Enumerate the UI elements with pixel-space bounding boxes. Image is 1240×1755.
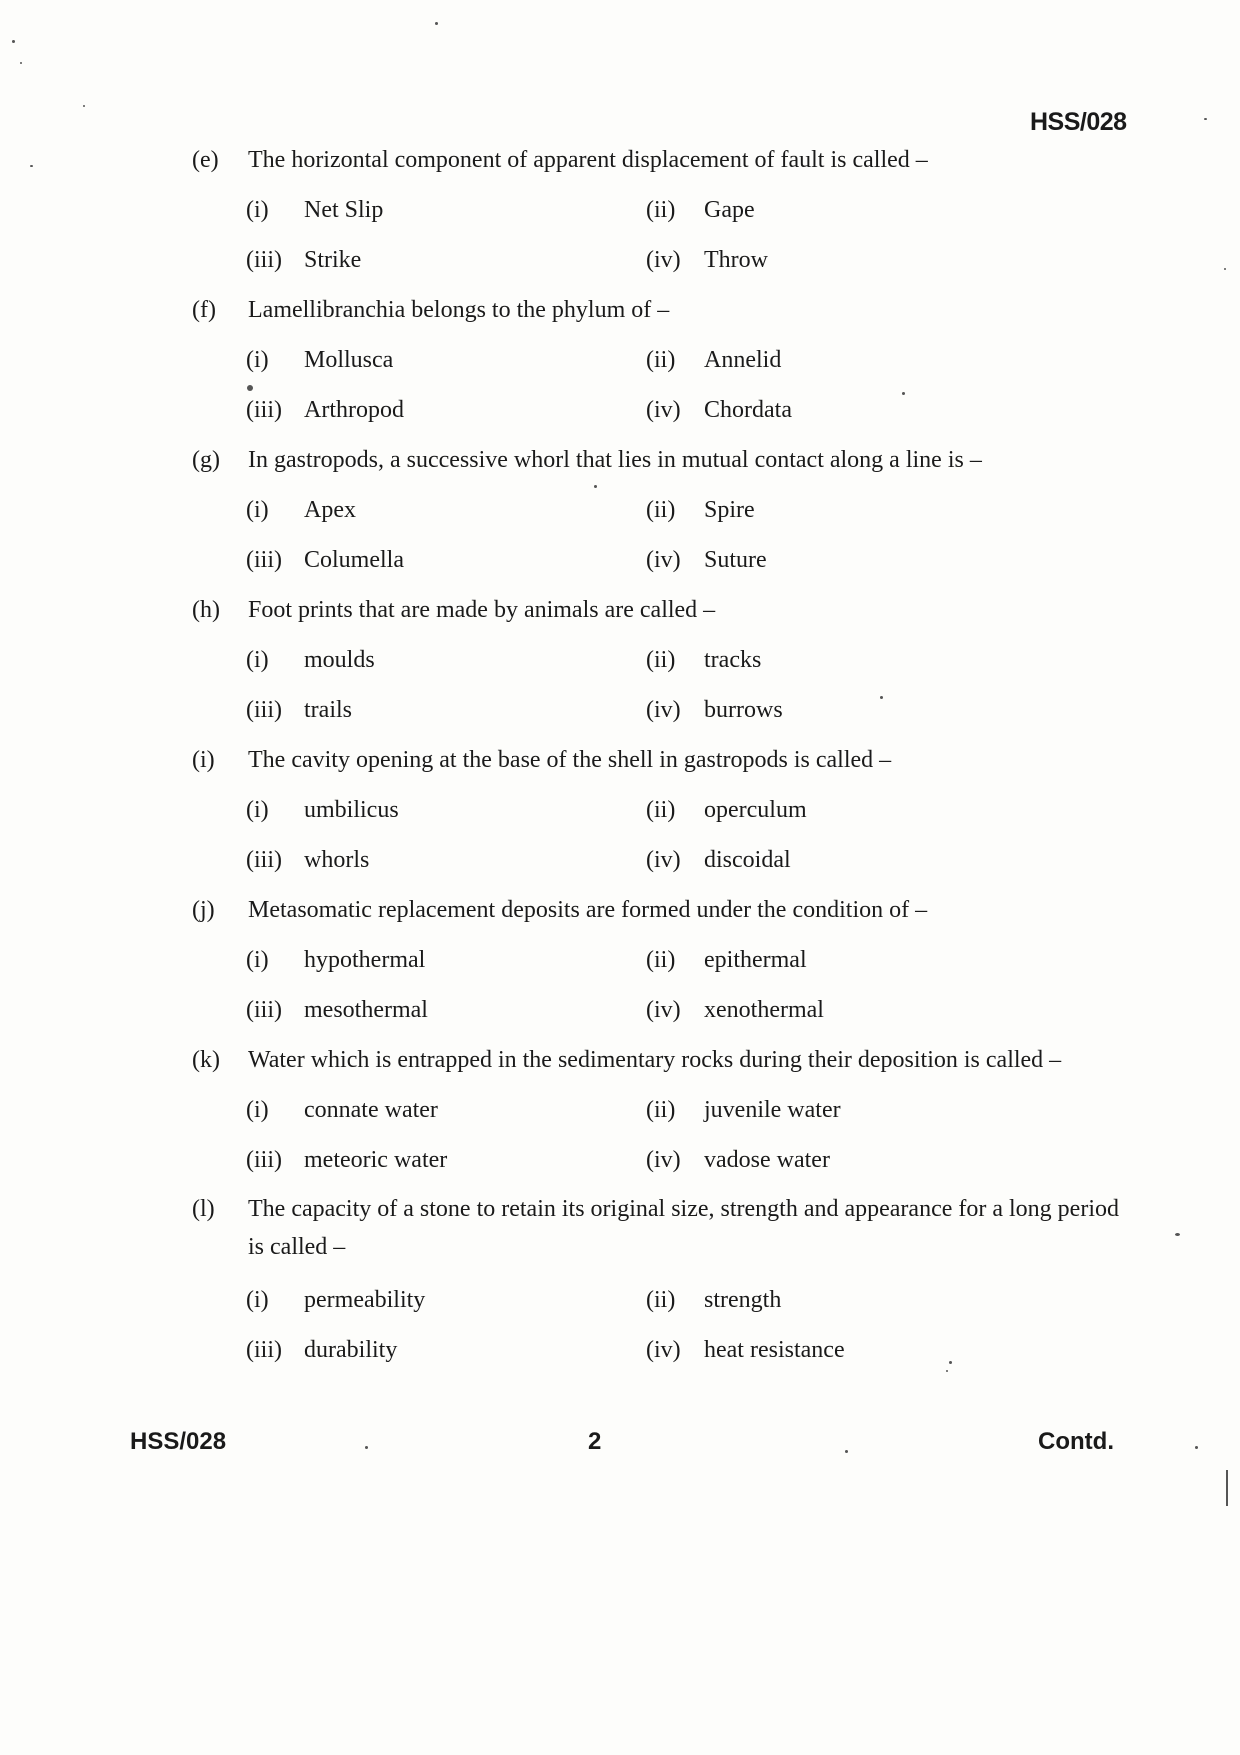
option-number: (iii) [246,847,282,873]
scan-speck [880,696,883,699]
option-text: permeability [304,1287,426,1313]
question-stem [188,140,1138,190]
option-grid [188,940,1138,1040]
question-j [188,890,1138,1040]
option [646,940,1046,990]
option-number: (ii) [646,947,676,973]
option-text: Spire [704,497,755,523]
option [646,990,1046,1040]
option [246,940,646,990]
option-text: mesothermal [304,997,428,1023]
option-text: Gape [704,197,755,223]
continued-label: Contd. [1038,1428,1114,1455]
option-number: (i) [246,197,269,223]
option-text: Strike [304,247,362,273]
option-number: (ii) [646,1287,676,1313]
option-text: Mollusca [304,347,394,373]
option-text: Chordata [704,397,792,423]
option [646,790,1046,840]
option-number: (iv) [646,397,681,423]
option-text: Apex [304,497,356,523]
scan-speck [20,62,22,64]
scan-speck [1204,118,1207,120]
question-number: (h) [192,597,220,623]
option-text: xenothermal [704,997,824,1023]
option-number: (i) [246,947,269,973]
question-text: Water which is entrapped in the sedimentary rocks during their deposition is called – [248,1047,1062,1073]
question-text: The horizontal component of apparent displacement of fault is called – [248,147,928,173]
option-number: (ii) [646,497,676,523]
scan-speck [83,105,85,107]
option-text: heat resistance [704,1337,845,1363]
option-text: epithermal [704,947,807,973]
option-text: Annelid [704,347,782,373]
option [646,840,1046,890]
option-text: strength [704,1287,782,1313]
option [646,1280,1046,1330]
question-text: Foot prints that are made by animals are called – [248,597,716,623]
option [246,1090,646,1140]
scan-speck [949,1361,952,1364]
question-g [188,440,1138,590]
option-text: operculum [704,797,807,823]
option [646,1090,1046,1140]
option-number: (i) [246,347,269,373]
question-stem [188,290,1138,340]
option [646,540,1046,590]
question-number: (l) [192,1196,215,1222]
scan-speck [1195,1446,1198,1449]
option-text: Arthropod [304,397,404,423]
option [646,340,1046,390]
option-text: umbilicus [304,797,399,823]
footer-paper-code: HSS/028 [130,1428,227,1455]
scan-speck [1224,268,1226,270]
scan-speck [594,485,597,488]
scan-speck [435,22,438,25]
option-text: discoidal [704,847,791,873]
option [646,190,1046,240]
option-number: (iii) [246,397,282,423]
option [646,490,1046,540]
option-grid [188,340,1138,440]
option-number: (ii) [646,197,676,223]
option-text: hypothermal [304,947,426,973]
question-i [188,740,1138,890]
question-h [188,590,1138,740]
option [246,390,646,440]
question-stem [188,590,1138,640]
option-grid [188,1090,1138,1190]
question-k [188,1040,1138,1190]
option-number: (i) [246,647,269,673]
scan-speck [845,1450,848,1453]
option-grid [188,1280,1138,1380]
option-number: (iv) [646,847,681,873]
option [646,240,1046,290]
page-footer [130,1428,1120,1464]
option [246,540,646,590]
scan-speck [247,385,253,391]
scan-speck [946,1370,948,1372]
option-number: (i) [246,1287,269,1313]
option [246,190,646,240]
question-stem [188,1190,1138,1280]
question-text: The capacity of a stone to retain its original size, strength and appearance for a long period is called – [248,1196,1119,1260]
option [646,1330,1046,1380]
option-text: Throw [704,247,768,273]
option-grid [188,640,1138,740]
option-number: (iii) [246,997,282,1023]
question-number: (g) [192,447,220,473]
option [646,390,1046,440]
option [246,690,646,740]
option-text: trails [304,697,352,723]
scan-speck [902,392,905,395]
question-f [188,290,1138,440]
option-text: Columella [304,547,404,573]
option [246,790,646,840]
option-text: juvenile water [704,1097,841,1123]
option [246,340,646,390]
option-number: (iii) [246,247,282,273]
question-number: (j) [192,897,215,923]
option-text: durability [304,1337,398,1363]
question-list [188,140,1138,1380]
option-text: meteoric water [304,1147,448,1173]
option-number: (iv) [646,697,681,723]
option-text: burrows [704,697,783,723]
option [646,1140,1046,1190]
option [246,240,646,290]
option-number: (ii) [646,1097,676,1123]
option-number: (ii) [646,797,676,823]
option-number: (i) [246,497,269,523]
option [246,1330,646,1380]
option-number: (iv) [646,1147,681,1173]
option [246,840,646,890]
question-text: Lamellibranchia belongs to the phylum of – [248,297,670,323]
question-number: (e) [192,147,219,173]
option-text: whorls [304,847,370,873]
question-text: Metasomatic replacement deposits are formed under the condition of – [248,897,928,923]
scan-speck [12,40,15,43]
option-text: Suture [704,547,767,573]
question-stem [188,890,1138,940]
option-number: (iv) [646,547,681,573]
option-number: (i) [246,797,269,823]
header-paper-code: HSS/028 [1030,108,1127,136]
option [646,690,1046,740]
question-number: (i) [192,747,215,773]
scan-speck [30,165,33,167]
option-number: (iv) [646,997,681,1023]
option-number: (iv) [646,1337,681,1363]
option [646,640,1046,690]
option-number: (iii) [246,697,282,723]
option-grid [188,790,1138,890]
question-stem [188,440,1138,490]
question-number: (f) [192,297,216,323]
option [246,990,646,1040]
option-grid [188,190,1138,290]
option-number: (i) [246,1097,269,1123]
scan-speck [1226,1470,1228,1506]
option-number: (iii) [246,1147,282,1173]
option-grid [188,490,1138,590]
option-number: (ii) [646,347,676,373]
question-stem [188,1040,1138,1090]
question-stem [188,740,1138,790]
option-number: (ii) [646,647,676,673]
option [246,640,646,690]
option-text: Net Slip [304,197,384,223]
option [246,490,646,540]
option [246,1140,646,1190]
question-text: The cavity opening at the base of the shell in gastropods is called – [248,747,892,773]
option [246,1280,646,1330]
question-l [188,1190,1138,1380]
option-number: (iii) [246,547,282,573]
page-number: 2 [588,1428,602,1455]
option-number: (iii) [246,1337,282,1363]
question-number: (k) [192,1047,220,1073]
option-number: (iv) [646,247,681,273]
option-text: connate water [304,1097,438,1123]
scan-speck [365,1446,368,1449]
option-text: vadose water [704,1147,830,1173]
option-text: moulds [304,647,375,673]
scan-speck [1175,1233,1180,1236]
question-e [188,140,1138,290]
option-text: tracks [704,647,762,673]
question-text: In gastropods, a successive whorl that lies in mutual contact along a line is – [248,447,982,473]
